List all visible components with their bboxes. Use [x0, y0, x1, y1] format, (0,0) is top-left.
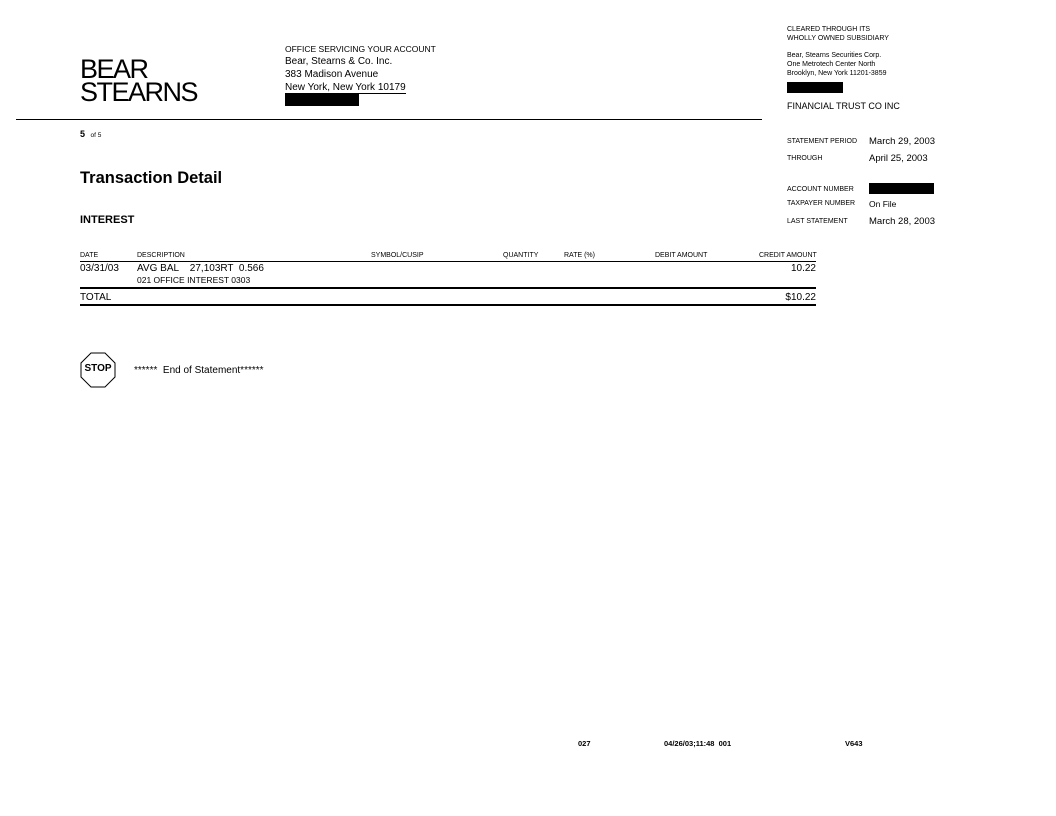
statement-period-value: March 29, 2003 [869, 136, 936, 147]
through-label: THROUGH [787, 155, 823, 162]
stop-sign-icon [80, 352, 116, 388]
header-divider [16, 119, 762, 120]
last-statement-label: LAST STATEMENT [787, 218, 848, 225]
last-statement-value: March 28, 2003 [869, 216, 936, 227]
section-title: Transaction Detail [80, 169, 223, 187]
office-name: Bear, Stearns & Co. Inc. [285, 56, 393, 67]
row-credit-amount: 10.22 [790, 263, 816, 274]
clearing-line-2: WHOLLY OWNED SUBSIDIARY [787, 35, 889, 42]
through-value: April 25, 2003 [869, 153, 928, 164]
total-bottom-rule [80, 304, 816, 306]
row-date: 03/31/03 [80, 263, 119, 274]
footer-code-2: V643 [845, 739, 863, 748]
logo-line-2: STEARNS [80, 77, 198, 107]
col-header-rate: RATE (%) [564, 252, 595, 259]
table-header-rule [80, 261, 816, 262]
subsection-title: INTEREST [80, 214, 135, 226]
taxpayer-number-label: TAXPAYER NUMBER [787, 200, 856, 207]
footer-datetime: 04/26/03;11:48 001 [664, 739, 732, 748]
redacted-block [787, 82, 843, 93]
stop-label: STOP [84, 363, 112, 374]
client-name: FINANCIAL TRUST CO INC [787, 101, 900, 111]
office-city: New York, New York 10179 [285, 82, 406, 93]
bear-stearns-logo [80, 54, 198, 107]
page-current: 5 [80, 129, 86, 139]
page-of: of 5 [90, 132, 102, 139]
col-header-quantity: QUANTITY [503, 252, 539, 259]
redacted-account-number [869, 183, 934, 194]
col-header-debit: DEBIT AMOUNT [655, 252, 708, 259]
statement-period-label: STATEMENT PERIOD [787, 138, 858, 145]
col-header-description: DESCRIPTION [137, 252, 185, 259]
total-label: TOTAL [80, 292, 112, 303]
col-header-symbol: SYMBOL/CUSIP [371, 252, 424, 259]
col-header-date: DATE [80, 252, 99, 259]
clearing-street: One Metrotech Center North [787, 61, 876, 68]
col-header-credit: CREDIT AMOUNT [759, 252, 817, 259]
total-top-rule [80, 287, 816, 289]
clearing-city: Brooklyn, New York 11201-3859 [787, 70, 887, 77]
clearing-name: Bear, Stearns Securities Corp. [787, 52, 882, 59]
logo-line-1: BEAR [80, 54, 148, 84]
account-number-label: ACCOUNT NUMBER [787, 186, 854, 193]
row-description-line-2: 021 OFFICE INTEREST 0303 [137, 275, 251, 285]
office-heading: OFFICE SERVICING YOUR ACCOUNT [285, 44, 436, 54]
redacted-block [285, 94, 359, 106]
footer-code-1: 027 [578, 739, 591, 748]
end-of-statement: ****** End of Statement****** [134, 365, 264, 376]
row-description-line-1: AVG BAL 27,103RT 0.566 [137, 263, 264, 274]
office-street: 383 Madison Avenue [285, 69, 379, 80]
taxpayer-number-value: On File [869, 199, 897, 209]
clearing-line-1: CLEARED THROUGH ITS [787, 26, 871, 33]
page-indicator [80, 129, 101, 139]
total-value: $10.22 [785, 292, 816, 303]
